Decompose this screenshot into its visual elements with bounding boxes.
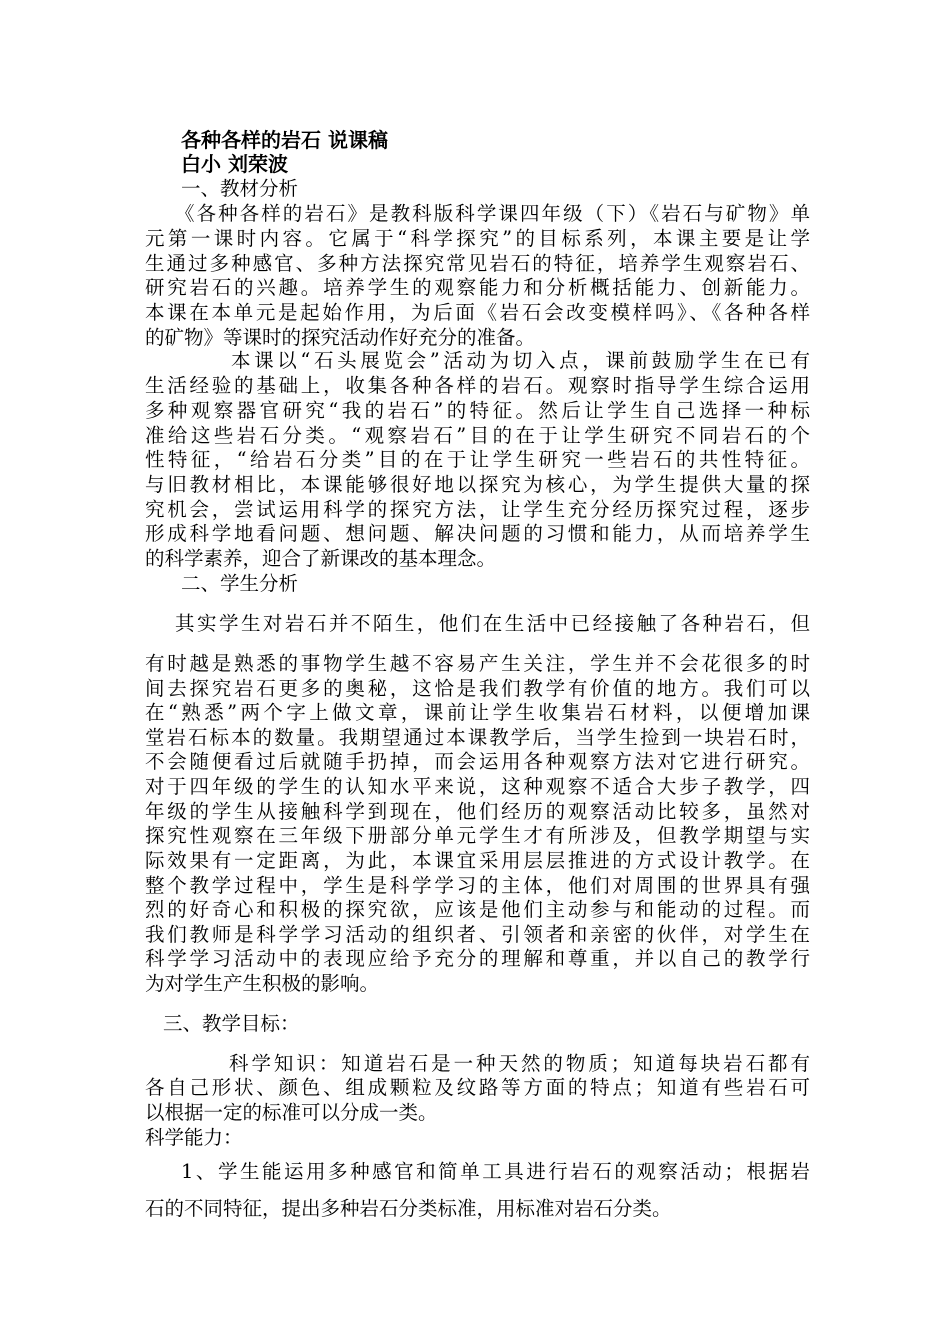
section1-para2-line: 的科学素养，迎合了新课改的基本理念。 (145, 547, 497, 570)
ability-item-line: 1、学生能运用多种感官和简单工具进行岩石的观察活动；根据岩 (181, 1160, 810, 1183)
ability-label: 科学能力： (145, 1126, 243, 1149)
section1-para2-line: 形成科学地看问题、想问题、解决问题的习惯和能力，从而培养学生 (145, 522, 810, 545)
section1-para2-line: 生活经验的基础上，收集各种各样的岩石。观察时指导学生综合运用 (145, 374, 810, 397)
section2-para-line: 不会随便看过后就随手扔掉，而会运用各种观察方法对它进行研究。 (145, 750, 810, 773)
section2-para-line: 有时越是熟悉的事物学生越不容易产生关注，学生并不会花很多的时 (145, 652, 810, 675)
section1-para1-line: 的矿物》等课时的探究活动作好充分的准备。 (145, 326, 536, 349)
section2-para-line: 对于四年级的学生的认知水平来说，这种观察不适合大步子教学，四 (145, 775, 810, 798)
section1-para2-line: 性特征，“给岩石分类”目的在于让学生研究一些岩石的共性特征。 (145, 448, 810, 471)
section2-para-line: 烈的好奇心和积极的探究欲，应该是他们主动参与和能动的过程。而 (145, 898, 810, 921)
section1-para2-line: 与旧教材相比，本课能够很好地以探究为核心，为学生提供大量的探 (145, 473, 810, 496)
ability-item-line: 石的不同特征，提出多种岩石分类标准，用标准对岩石分类。 (145, 1197, 672, 1220)
section1-para1-line: 研究岩石的兴趣。培养学生的观察能力和分析概括能力、创新能力。 (145, 276, 810, 299)
document-author: 白小 刘荣波 (181, 152, 288, 176)
section2-first-line: 其实学生对岩石并不陌生，他们在生活中已经接触了各种岩石，但 (175, 612, 810, 635)
section2-para-line: 在“熟悉”两个字上做文章，课前让学生收集岩石材料，以便增加课 (145, 701, 810, 724)
section1-para2-line: 多种观察器官研究“我的岩石”的特征。然后让学生自己选择一种标 (145, 399, 810, 422)
knowledge-line: 以根据一定的标准可以分成一类。 (145, 1101, 438, 1124)
section2-para-line: 探究性观察在三年级下册部分单元学生才有所涉及，但教学期望与实 (145, 824, 810, 847)
section1-para1-line: 元第一课时内容。它属于“科学探究”的目标系列，本课主要是让学 (145, 227, 810, 250)
section2-para-line: 科学学习活动中的表现应给予充分的理解和尊重，并以自己的教学行 (145, 947, 810, 970)
section2-para-line: 我们教师是科学学习活动的组织者、引领者和亲密的伙伴，对学生在 (145, 923, 810, 946)
section1-para1-line: 本课在本单元是起始作用，为后面《岩石会改变模样吗》、《各种各样 (145, 301, 810, 324)
section2-para-line: 年级的学生从接触科学到现在，他们经历的观察活动比较多，虽然对 (145, 800, 810, 823)
knowledge-line: 科学知识：知道岩石是一种天然的物质；知道每块岩石都有 (229, 1052, 810, 1075)
knowledge-line: 各自己形状、颜色、组成颗粒及纹路等方面的特点；知道有些岩石可 (145, 1076, 810, 1099)
section2-para-line: 间去探究岩石更多的奥秘，这恰是我们教学有价值的地方。我们可以 (145, 677, 810, 700)
section1-para1-line: 生通过多种感官、多种方法探究常见岩石的特征，培养学生观察岩石、 (145, 252, 810, 275)
section1-para2-line: 究机会，尝试运用科学的探究方法，让学生充分经历探究过程，逐步 (145, 498, 810, 521)
document-title: 各种各样的岩石 说课稿 (181, 128, 388, 152)
section2-heading: 二、学生分析 (181, 572, 299, 595)
section1-heading: 一、教材分析 (181, 177, 299, 200)
section3-heading: 三、教学目标： (163, 1012, 300, 1035)
section2-para-line: 际效果有一定距离，为此，本课宜采用层层推进的方式设计教学。在 (145, 849, 810, 872)
section2-para-line: 为对学生产生积极的影响。 (145, 972, 380, 995)
section2-para-line: 整个教学过程中，学生是科学学习的主体，他们对周围的世界具有强 (145, 874, 810, 897)
section1-para2-line: 本课以“石头展览会”活动为切入点，课前鼓励学生在已有 (231, 349, 810, 372)
section2-para-line: 堂岩石标本的数量。我期望通过本课教学后，当学生捡到一块岩石时， (145, 726, 810, 749)
section1-para2-line: 准给这些岩石分类。“观察岩石”目的在于让学生研究不同岩石的个 (145, 424, 810, 447)
section1-para1-line: 《各种各样的岩石》是教科版科学课四年级（下）《岩石与矿物》单 (175, 202, 810, 225)
